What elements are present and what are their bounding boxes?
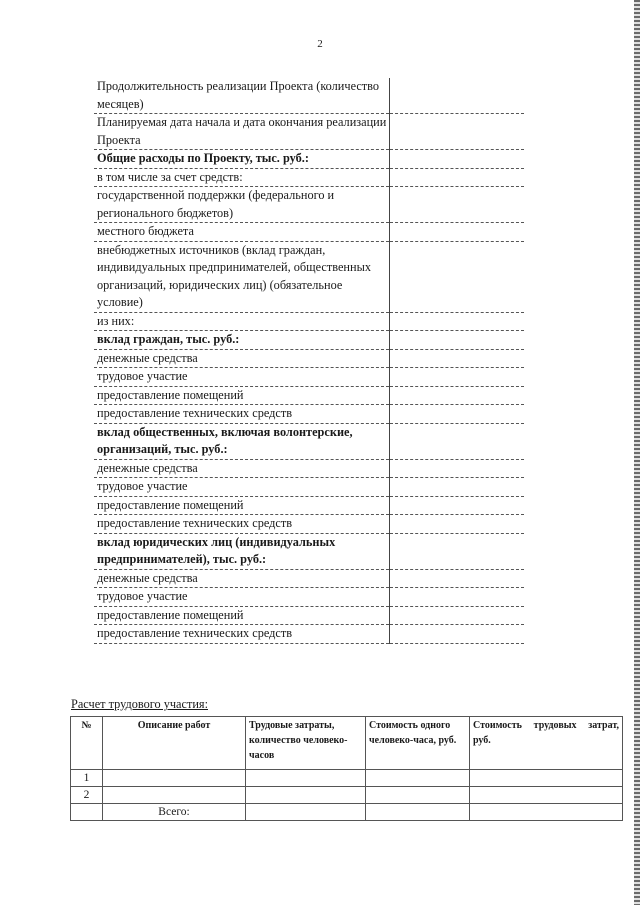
table-row: [94, 405, 524, 424]
total-cost-per-hour[interactable]: [366, 804, 470, 821]
row-description[interactable]: [103, 787, 246, 804]
row-value[interactable]: [389, 515, 524, 534]
table-row: [94, 223, 524, 242]
row-value[interactable]: [389, 588, 524, 607]
row-label: в том числе за счет средств:: [94, 168, 389, 187]
row-value[interactable]: [389, 114, 524, 150]
total-row: [71, 804, 623, 821]
row-value[interactable]: [389, 496, 524, 515]
row-label: предоставление технических средств: [94, 515, 389, 534]
table-row: [94, 515, 524, 534]
header-description: Описание работ: [103, 717, 246, 770]
table-row: [71, 770, 623, 787]
table-row: [94, 368, 524, 387]
table-row: [94, 187, 524, 223]
row-hours[interactable]: [246, 787, 366, 804]
table-row: [71, 787, 623, 804]
table-row: [94, 312, 524, 331]
labor-section-title: Расчет трудового участия:: [71, 697, 208, 711]
total-value[interactable]: [470, 804, 623, 821]
row-label: предоставление технических средств: [94, 625, 389, 644]
total-hours[interactable]: [246, 804, 366, 821]
row-value[interactable]: [389, 606, 524, 625]
table-row: [94, 496, 524, 515]
row-label: вклад юридических лиц (индивидуальных предпринимателей), тыс. руб.:: [94, 533, 389, 569]
table-row: [94, 241, 524, 312]
row-value[interactable]: [389, 569, 524, 588]
row-label: внебюджетных источников (вклад граждан, индивидуальных предпринимателей, общественных организаций, юридических лиц) (обязательное условие): [94, 241, 389, 312]
table-row: [94, 569, 524, 588]
project-budget-table: [94, 78, 524, 644]
row-label: денежные средства: [94, 349, 389, 368]
row-total[interactable]: [470, 770, 623, 787]
row-value[interactable]: [389, 533, 524, 569]
row-label: вклад граждан, тыс. руб.:: [94, 331, 389, 350]
row-description[interactable]: [103, 770, 246, 787]
page-number: 2: [317, 38, 323, 50]
row-value[interactable]: [389, 331, 524, 350]
row-value[interactable]: [389, 78, 524, 114]
header-cost-per-hour: Стоимость одного человеко-часа, руб.: [366, 717, 470, 770]
row-label: государственной поддержки (федерального и регионального бюджетов): [94, 187, 389, 223]
row-total[interactable]: [470, 787, 623, 804]
table-row: [94, 606, 524, 625]
header-row: [71, 717, 623, 770]
row-label: предоставление технических средств: [94, 405, 389, 424]
header-total: Стоимость трудовых затрат, руб.: [470, 717, 623, 770]
table-row: [94, 78, 524, 114]
row-value[interactable]: [389, 187, 524, 223]
table-row: [94, 423, 524, 459]
row-value[interactable]: [389, 625, 524, 644]
labor-calculation-table: [70, 716, 623, 821]
total-label: Всего:: [103, 804, 246, 821]
table-row: [94, 625, 524, 644]
row-label: предоставление помещений: [94, 606, 389, 625]
row-value[interactable]: [389, 459, 524, 478]
table-row: [94, 588, 524, 607]
table-row: [94, 168, 524, 187]
table-row: [94, 331, 524, 350]
table-row: [94, 150, 524, 169]
row-label: Продолжительность реализации Проекта (количество месяцев): [94, 78, 389, 114]
table-row: [94, 533, 524, 569]
row-value[interactable]: [389, 223, 524, 242]
row-label: трудовое участие: [94, 368, 389, 387]
row-value[interactable]: [389, 312, 524, 331]
table-row: [94, 459, 524, 478]
row-cost-per-hour[interactable]: [366, 787, 470, 804]
row-value[interactable]: [389, 478, 524, 497]
row-label: вклад общественных, включая волонтерские, организаций, тыс. руб.:: [94, 423, 389, 459]
row-value[interactable]: [389, 168, 524, 187]
row-label: Планируемая дата начала и дата окончания реализации Проекта: [94, 114, 389, 150]
row-value[interactable]: [389, 405, 524, 424]
row-label: предоставление помещений: [94, 386, 389, 405]
row-num: 2: [71, 787, 103, 804]
row-value[interactable]: [389, 150, 524, 169]
scan-edge: [634, 0, 640, 905]
row-label: денежные средства: [94, 569, 389, 588]
row-value[interactable]: [389, 386, 524, 405]
table-row: [94, 478, 524, 497]
total-num: [71, 804, 103, 821]
row-hours[interactable]: [246, 770, 366, 787]
row-label: Общие расходы по Проекту, тыс. руб.:: [94, 150, 389, 169]
row-value[interactable]: [389, 241, 524, 312]
row-label: денежные средства: [94, 459, 389, 478]
row-num: 1: [71, 770, 103, 787]
row-value[interactable]: [389, 349, 524, 368]
table-row: [94, 386, 524, 405]
row-label: трудовое участие: [94, 588, 389, 607]
row-label: трудовое участие: [94, 478, 389, 497]
row-label: местного бюджета: [94, 223, 389, 242]
row-label: предоставление помещений: [94, 496, 389, 515]
row-value[interactable]: [389, 423, 524, 459]
header-num: №: [71, 717, 103, 770]
table-row: [94, 114, 524, 150]
header-hours: Трудовые затраты, количество человеко-часов: [246, 717, 366, 770]
row-value[interactable]: [389, 368, 524, 387]
row-cost-per-hour[interactable]: [366, 770, 470, 787]
row-label: из них:: [94, 312, 389, 331]
table-row: [94, 349, 524, 368]
